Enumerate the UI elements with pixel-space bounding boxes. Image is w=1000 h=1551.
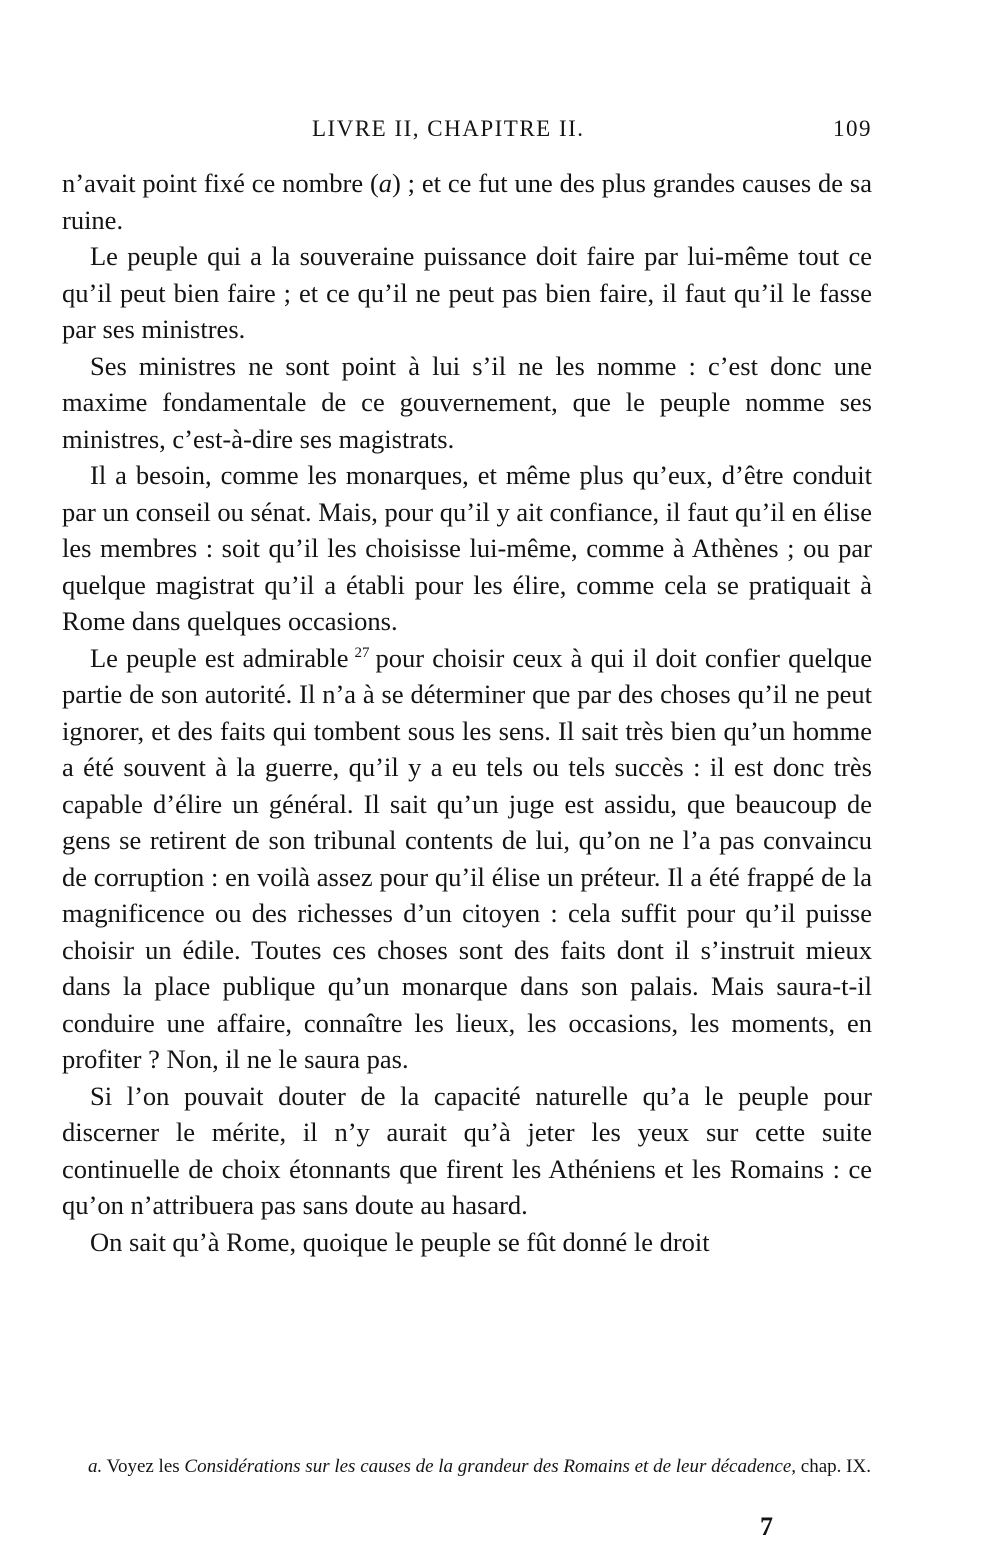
main-text <box>62 165 872 1260</box>
footnote-work-title: Considérations sur les causes de la grandeur des Romains et de leur décadence, <box>184 1456 797 1477</box>
paragraph-6: Si l’on pouvait douter de la capacité naturelle qu’a le peuple pour discerner le mérite, il n’y aurait qu’à jeter les yeux sur cette suite continuelle de choix étonnants que firent les Athéniens et les Romains : ce qu’on n’attribuera pas sans doute au hasard. <box>62 1080 872 1220</box>
footnote-lead: Voyez les <box>106 1456 180 1477</box>
editor-note-number: 27 <box>354 644 370 661</box>
paragraph-5: Le peuple est admirable $^{27}$ pour choisir ceux à qui il doit confier quelque partie de son autorité. Il n’a à se déterminer que par des choses qu’il ne peut ignorer, et des faits qui tombent sous les sens. Il sait très bien qu’un homme a été souvent à la guerre, qu’il y a eu tels ou tels succès : il est donc très capable d’élire un général. Il sait qu’un juge est assidu, que beaucoup de gens se retirent de son tribunal contents de lui, qu’on ne l’a pas convaincu de corruption : en voilà assez pour qu’il élise un préteur. Il a été frappé de la magnificence ou des richesses d’un citoyen : cela suffit pour qu’il puisse choisir un édile. Toutes ces choses sont des faits dont il s’instruit mieux dans la place publique qu’un monarque dans son palais. Mais saura-t-il conduire une affaire, connaître les lieux, les occasions, les moments, en profiter ? Non, il ne le saura pas. <box>62 642 872 1074</box>
paragraph-4: Il a besoin, comme les monarques, et même plus qu’eux, d’être conduit par un conseil ou sénat. Mais, pour qu’il y ait confiance, il faut qu’il en élise les membres : soit qu’il les choisisse lui-même, comme à Athènes ; ou par quelque magistrat qu’il a établi pour les élire, comme cela se pratiquait à Rome dans quelques occasions. <box>62 460 872 636</box>
footnote-marker: a. <box>88 1456 103 1477</box>
paragraph-1: n’avait point fixé ce nombre (a) ; et ce fut une des plus grandes causes de sa ruine. <box>62 168 872 235</box>
signature-mark: 7 <box>760 1512 773 1541</box>
page-number: 109 <box>833 116 872 141</box>
running-title: LIVRE II, CHAPITRE II. <box>312 116 585 141</box>
paragraph-2: Le peuple qui a la souveraine puissance doit faire par lui-même tout ce qu’il peut bien faire ; et ce qu’il ne peut pas bien faire, il faut qu’il le fasse par ses ministres. <box>62 241 872 344</box>
paragraph-7: On sait qu’à Rome, quoique le peuple se fût donné le droit <box>90 1226 710 1257</box>
running-header <box>62 116 872 150</box>
footnote-ref-a: a <box>378 168 393 198</box>
footnote <box>62 1454 872 1480</box>
footnote-chapter: chap. IX. <box>800 1456 871 1477</box>
paragraph-3: Ses ministres ne sont point à lui s’il ne les nomme : c’est donc une maxime fondamentale de ce gouvernement, que le peuple nomme ses ministres, c’est-à-dire ses magistrats. <box>62 350 872 454</box>
